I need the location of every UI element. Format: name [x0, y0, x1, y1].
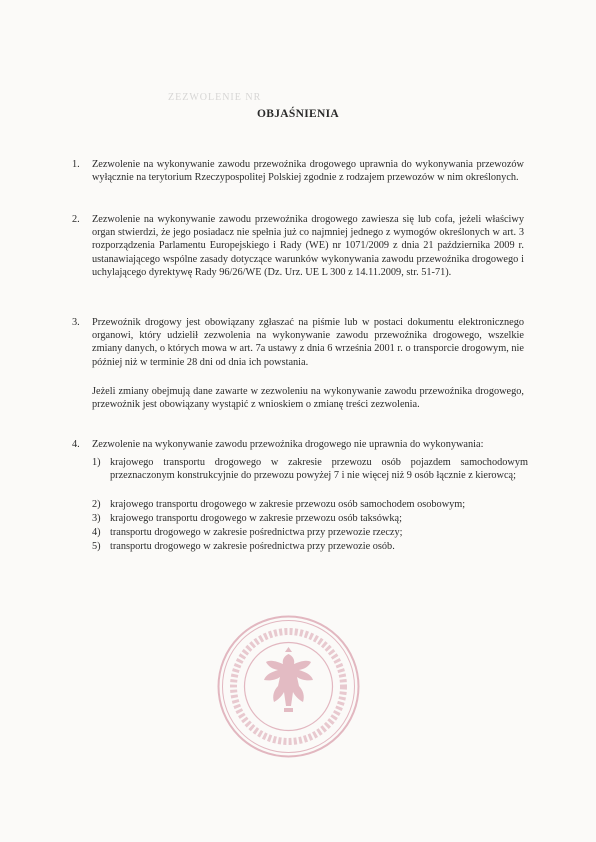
- item-4-number: 4.: [72, 439, 80, 450]
- subitem-4-number: 4): [92, 527, 101, 538]
- item-2-text: Zezwolenie na wykonywanie zawodu przewoźnika drogowego zawiesza się lub cofa, jeżeli właściwy organ stwierdzi, że jego posiadacz nie spełnia już co najmniej jednego z wymogów określonych w art. 3 rozporządzenia Parlamentu Europejskiego i Rady (WE) nr 1071/2009 z dnia 21 października 2009 r. ustanawiającego wspólne zasady dotyczące warunków wykonywania zawodu przewoźnika drogowego i uchylającego dyrektywę Rady 96/26/WE (Dz. Urz. UE L 300 z 14.11.2009, str. 51-71).: [92, 214, 524, 278]
- subitem-1-number: 1): [92, 457, 101, 468]
- page-title: OBJAŚNIENIA: [257, 108, 339, 120]
- subitem-2-number: 2): [92, 499, 101, 510]
- subitem-1-text: krajowego transportu drogowego w zakresie przewozu osób pojazdem samochodowym przeznaczonym konstrukcyjnie do przewozu powyżej 7 i nie więcej niż 9 osób łącznie z kierowcą;: [110, 457, 528, 482]
- item-3-text-continued: Jeżeli zmiany obejmują dane zawarte w zezwoleniu na wykonywanie zawodu przewoźnika drogowego, przewoźnik jest obowiązany wystąpić z wnioskiem o zmianę treści zezwolenia.: [92, 386, 524, 411]
- item-1-text: Zezwolenie na wykonywanie zawodu przewoźnika drogowego uprawnia do wykonywania przewozów wyłącznie na terytorium Rzeczypospolitej Polskiej zgodnie z rodzajem przewozów w nim określonych.: [92, 159, 524, 184]
- subitem-5-text: transportu drogowego w zakresie pośrednictwa przy przewozie osób.: [110, 541, 395, 552]
- item-3-text: Przewoźnik drogowy jest obowiązany zgłaszać na piśmie lub w postaci dokumentu elektronicznego organowi, który udzielił zezwolenia na wykonywanie zawodu przewoźnika drogowego, wszelkie zmiany danych, o których mowa w art. 7a ustawy z dnia 6 września 2001 r. o transporcie drogowym, nie później niż w terminie 28 dni od dnia ich powstania.: [92, 317, 524, 368]
- watermark: ZEZWOLENIE NR: [168, 92, 262, 103]
- official-stamp: [216, 614, 361, 759]
- subitem-3-number: 3): [92, 513, 101, 524]
- subitem-2-text: krajowego transportu drogowego w zakresie przewozu osób samochodem osobowym;: [110, 499, 466, 510]
- item-3-number: 3.: [72, 317, 80, 328]
- item-4-text: Zezwolenie na wykonywanie zawodu przewoźnika drogowego nie uprawnia do wykonywania:: [92, 439, 484, 450]
- subitem-5-number: 5): [92, 541, 101, 552]
- subitem-4-text: transportu drogowego w zakresie pośrednictwa przy przewozie rzeczy;: [110, 527, 403, 538]
- item-1-number: 1.: [72, 159, 80, 170]
- item-2-number: 2.: [72, 214, 80, 225]
- eagle-emblem-icon: [264, 647, 313, 712]
- subitem-3-text: krajowego transportu drogowego w zakresie przewozu osób taksówką;: [110, 513, 402, 524]
